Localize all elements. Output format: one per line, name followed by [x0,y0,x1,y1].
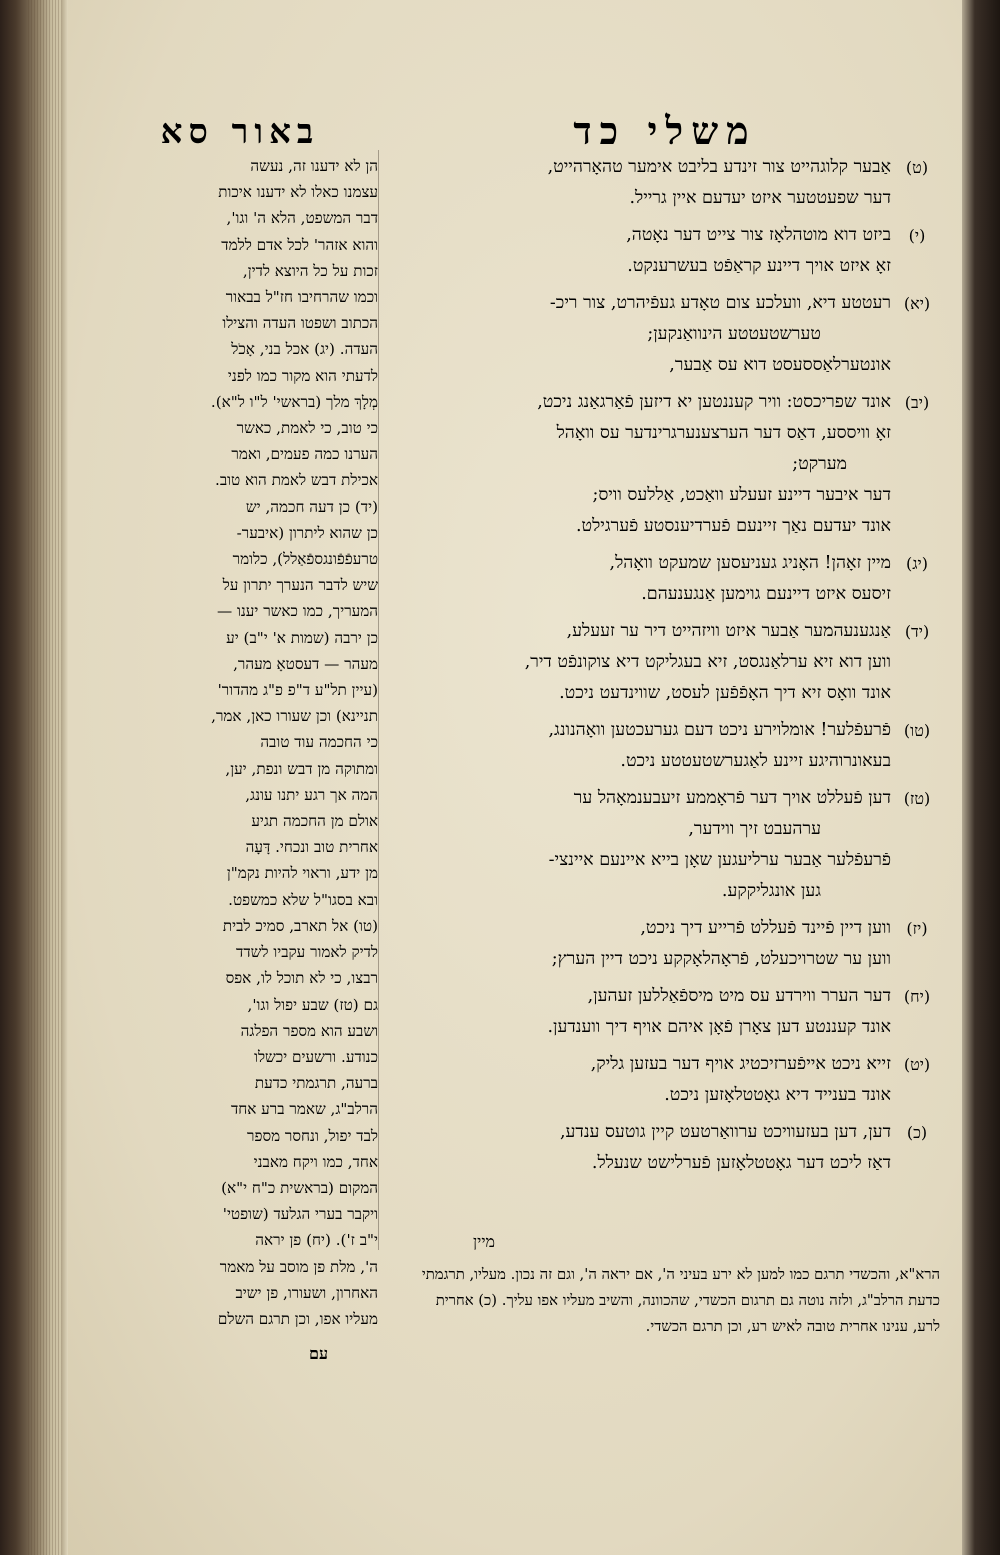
verse-number: (יד) [904,622,930,641]
verse-number: (טז) [903,789,931,808]
verse-column [392,152,937,1185]
verse-line: גען אונגליקקע. [721,881,821,901]
verse-text [392,1117,891,1179]
verse [392,152,937,214]
commentary-line: לדעתי הוא מקור כמו לפני [227,366,378,385]
verse-line: זיסעס איזט דיינעם גוימען אַנגענעהם. [641,584,891,604]
verse-number: (ט) [905,158,929,177]
commentary-line: הכתוב ושפטו העדה והצילו [222,314,378,333]
commentary-line: כי החכמה עוד טובה [260,733,378,752]
verse-line: בעאונרוהיגע זיינע לאַגערשטעטטע ניכט. [620,751,891,771]
commentary-line: רבצו, כי לא תוכל לו, אפס [225,969,378,988]
verse-line: אַנגענעהמער אַבער איזט וויזהייט דיר ער זעעלע, [566,621,891,641]
verse-number: (כ) [906,1123,928,1142]
verse-line: אונד שפריכסט: וויר קעננטען יא דיזען פֿאַרגאַנג ניכט, [537,392,891,412]
commentary-line: מְלָךְ מלך (בראשי' ל"ו ל"א). [210,392,378,411]
verse-line: אונד קעננטע דען צאָרן פֿאָן איהם אויף דיך ווענדען. [547,1017,891,1037]
footnote-block [150,1262,940,1340]
commentary-line: דבר המשפט, הלא ה' וגו', [226,209,378,228]
verse [392,288,937,381]
commentary-line: אולם מן החכמה תגיע [251,812,378,831]
verse-line: ערהעבט זיך ווידער, [688,819,821,839]
commentary-line: כן שהוא ליתרון (איבער- [236,523,378,542]
verse [392,1117,937,1179]
commentary-line: ושבע הוא מספר הפלגה [240,1021,378,1040]
commentary-catchword: עם [308,1344,328,1363]
commentary-line: כי טוב, כי לאמת, כאשר [236,419,378,438]
commentary-line: הן לא ידענו זה, נעשה [250,157,378,175]
verse-text [392,288,891,381]
facing-page-edge [958,0,1000,1555]
verse [392,548,937,610]
verse-number: (י) [908,226,926,245]
verse-line: דען פֿעללט אויך דער פֿראָממע זיעבענמאָהל ער [573,788,891,808]
verse-line: זאָ וויססע, דאַס דער הערצענערגרינדער עס וואָהל [556,423,891,443]
commentary-line: האחרון, ושעורו, פן ישיב [235,1283,378,1302]
verse-line: ווען ער שטרויכעלט, פֿראָהלאָקקע ניכט דיין הערץ; [551,949,891,969]
verse-line: אַבער קלוגהייט צור זינדע בליבט אימער טהאָרהייט, [547,157,891,177]
verse-number: (יב) [904,393,930,412]
verse-line: אונד יעדעם נאַך זיינעם פֿערדיענסטע פֿערגילט. [575,516,891,536]
footnote-line: כדעת הרלב"ג, ולזה נוטה גם תרגום הכשדי, שהכוונה, והשיב מעליו אפו עליך. (כ) אחרית [435,1292,940,1309]
verse [392,616,937,709]
footnote-line: הרא"א, והכשדי תרגם כמו למען לא ירע בעיני ה', אם יראה ה', וגם זה נכון. מעליו, תרגמתי [421,1266,940,1283]
commentary-line: (עיין תל"ע ד"פ פ"ג מהדור' [217,681,378,700]
commentary-line: המעריך, כמו כאשר יענו — [216,602,378,621]
verse-number: (יט) [903,1055,931,1074]
commentary-line: וכמו שהרחיבו חז"ל בבאור [225,288,378,307]
verse-line: אונד וואָס זיא דיך האָפֿפֿען לעסט, שווינדעט ניכט. [559,683,891,703]
verse [392,913,937,975]
commentary-line: המה אך רגע יתנו עונג, [245,785,378,804]
footnote-line: לרע, ענינו אחרית טובה לאיש רע, וכן תרגם הכשדי. [645,1318,940,1335]
verse-number: (יח) [903,987,931,1006]
verse-line: אונטערלאַססעסט דוא עס אַבער, [669,355,891,375]
verse-number: (יז) [906,919,928,938]
verse-line: פֿרעפֿלער! אומלוירע ניכט דעם גערעכטען וואָהנונג, [548,720,891,740]
verse-line: טערשטעטטע הינוואַנקען; [647,324,821,344]
verse-line: ווען דיין פֿיינד פֿעללט פֿרייע דיך ניכט, [640,918,891,938]
commentary-column [108,153,378,1332]
commentary-line: העדה. (יג) אכל בני, אָכֹל [231,340,378,359]
commentary-line: כן ירבה (שמות א' י"ב) יע [226,628,378,647]
verse-line: ביזט דוא מוטהלאָז צור צייט דער נאָטה, [626,225,891,245]
verse-line: מערקט; [792,454,847,474]
commentary-line: זכות על כל היוצא לדין, [242,261,378,280]
verse-line: דער הערר ווירדע עס מיט מיספֿאַללען זעהען, [587,986,891,1006]
column-divider [378,150,379,1250]
verse-number: (טו) [903,721,931,740]
commentary-line: י"ב ז'). (יח) פן יראה [255,1231,378,1250]
verse-line: דען, דען בעזעוויכט ערוואַרטעט קיין גוטעס ענדע, [559,1122,891,1142]
verse-line: אונד בענייד דיא גאָטטלאָזען ניכט. [664,1085,891,1105]
verse [392,981,937,1043]
verse-line: פֿרעפֿלער אַבער ערליעגען שאָן בייא איינעם איינצי- [548,850,891,870]
verse-line: זייא ניכט אייפֿערזיכטיג אויף דער בעזען גליק, [590,1054,891,1074]
verse-line: דער שפעטטער איזט יעדעם איין גרייל. [629,188,891,208]
commentary-running-head: באור סא [160,112,320,152]
commentary-line: ויקבר בערי הגלעד (שופטי' [222,1205,378,1224]
verse-line: דער איבער דיינע זעעלע וואַכט, אַללעס וויס; [592,485,891,505]
commentary-line: והוא אזהר' לכל אדם ללמד [221,235,378,254]
verse-text [392,220,891,282]
verse [392,783,937,907]
commentary-line: מן ידע, וראוי להיות נקמ"ן [226,864,378,883]
commentary-line: טרעפֿפֿונגספֿאַלל), כלומר [232,550,378,569]
gutter-shadow [62,0,68,1555]
commentary-line: שיש לדבר הנערך יתרון על [222,576,378,595]
verse [392,715,937,777]
commentary-line: עצמנו כאלו לא ידענו איכות [218,183,378,202]
verse [392,387,937,542]
verse-line: זאָ איזט אויך דיינע קראַפֿט בעשרענקט. [627,256,891,276]
commentary-line: המקום (בראשית כ"ח י"א) [221,1178,378,1197]
verse-text [392,981,891,1043]
verse-number: (יא) [903,294,931,313]
verse-line: דאַז ליכט דער גאָטטלאָזען פֿערלישט שנעלל. [591,1153,891,1173]
verse-text [392,387,891,542]
verse-text [392,1049,891,1111]
commentary-line: מעהר — דעסטאָ מעהר, [233,654,378,673]
commentary-line: כנודע. ורשעים יכשלו [254,1047,378,1066]
text-running-head: משלי כד [573,108,757,153]
verse-text [392,152,891,214]
verse-text [392,548,891,610]
commentary-line: גם (טז) שבע יפול וגו', [247,995,378,1014]
commentary-line: ובא בסגו"ל שלא כמשפט. [228,890,378,909]
verse-text [392,913,891,975]
commentary-line: ברעה, תרגמתי כדעת [254,1074,378,1093]
commentary-line: תניינא) וכן שעורו כאן, אמר, [211,707,378,726]
verse [392,1049,937,1111]
verse-line: ווען דוא זיא ערלאַנגסט, זיא בעגליקט דיא צוקונפֿט דיר, [524,652,891,672]
verse-line: רעטטע דיא, וועלכע צום טאָדע געפֿיהרט, צור ריכ- [549,293,891,313]
commentary-line: (יד) כן דעה חכמה, יש [245,497,378,516]
commentary-line: לדיק לאמור עקביו לשדד [236,943,378,962]
commentary-line: אכילת דבש לאמת הוא טוב. [215,471,378,490]
commentary-line: הערנו כמה פעמים, ואמר [231,445,378,464]
verse-number: (יג) [906,554,928,573]
commentary-line: מעליו אפו, וכן תרגם השלם [217,1309,378,1328]
catchword: מיין [473,1232,495,1251]
verse-text [392,783,891,907]
commentary-line: ומתוקה מן דבש ונפת, יען, [225,759,378,778]
commentary-line: אחרית טוב ונכחי. דָּעָה [245,838,378,857]
commentary-line: אחד, כמו ויקח מאבני [253,1152,378,1171]
verse-text [392,715,891,777]
commentary-line: לבד יפול, ונחסר מספר [247,1126,378,1145]
verse [392,220,937,282]
commentary-line: ה', מלת פן מוסב על מאמר [219,1257,378,1276]
commentary-line: הרלב"ג, שאמר ברע אחד [230,1100,378,1119]
verse-line: מיין זאָהן! האָניג געניעסען שמעקט וואָהל, [609,553,891,573]
verse-text [392,616,891,709]
commentary-line: (טו) אל תארב, סמיכ לבית [222,916,378,935]
